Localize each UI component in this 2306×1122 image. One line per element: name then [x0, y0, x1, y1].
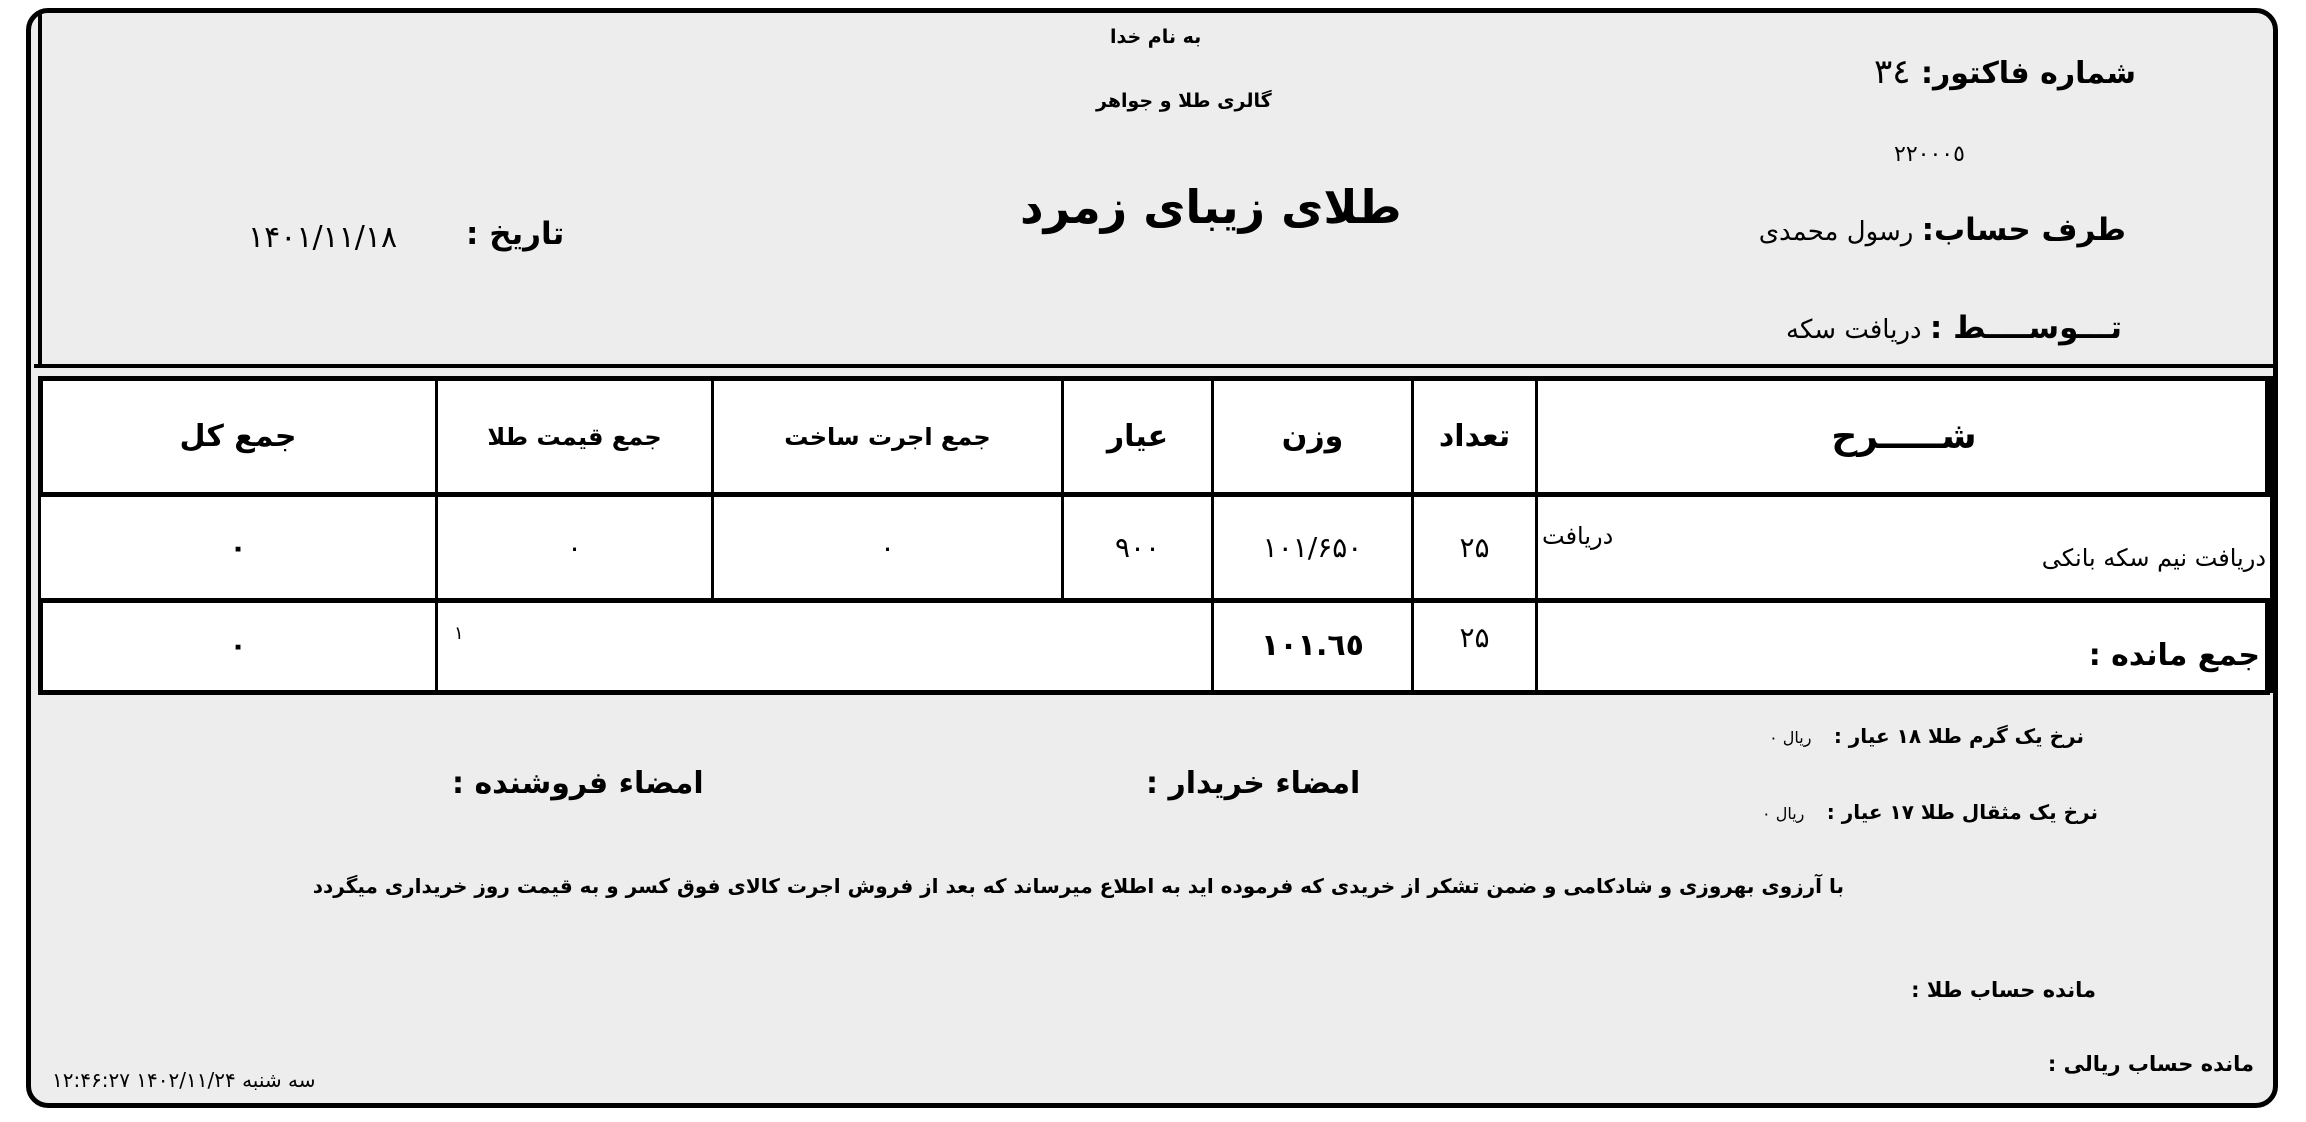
row-count: ۲۵: [1413, 496, 1537, 600]
date-value: ۱۴۰۱/۱۱/۱۸: [248, 220, 398, 255]
by-label: تـــوســــط :: [1929, 310, 2122, 346]
party-value: رسول محمدی: [1758, 217, 1914, 247]
table-footer-row: [40, 600, 2272, 692]
mithqal-rate-label: نرخ یک مثقال طلا ۱۷ عیار :: [1826, 800, 2098, 824]
invoice-label: شماره فاکتور:: [1921, 56, 2136, 91]
footer-label: جمع مانده :: [1537, 600, 2272, 692]
rial-balance-label: مانده حساب ریالی :: [2047, 1052, 2254, 1076]
gram-rate-label: نرخ یک گرم طلا ۱۸ عیار :: [1833, 724, 2084, 748]
row-karat: ۹۰۰: [1063, 496, 1213, 600]
date-label: تاریخ :: [466, 216, 565, 252]
invoice-number-block: [1874, 52, 2136, 92]
gram-rate: [1769, 724, 2084, 748]
by-value: دریافت سکه: [1786, 315, 1922, 345]
gold-balance-label: مانده حساب طلا :: [1911, 978, 2096, 1002]
row-description-cell: [1537, 496, 2272, 600]
row-weight: ۱۰۱/۶۵۰: [1213, 496, 1413, 600]
col-description: شـــــرح: [1537, 378, 2272, 496]
header-divider: [34, 364, 2274, 368]
seller-signature: امضاء فروشنده :: [452, 766, 704, 801]
footer-total: ۰: [40, 600, 437, 692]
col-weight: وزن: [1213, 378, 1413, 496]
party-label: طرف حساب:: [1921, 212, 2126, 248]
party-block: [1759, 212, 2126, 248]
mithqal-rate-value: ریال ۰: [1762, 804, 1805, 823]
row-description: دریافت نیم سکه بانکی: [2041, 543, 2266, 572]
invoice-number: ٣٤: [1874, 52, 1911, 92]
thank-you-message: با آرزوی بهروزی و شادکامی و ضمن تشکر از خریدی که فرموده اید به اطلاع میرساند که بعد از فروش اجرت کالای فوق کسر و به قیمت روز خریداری میگردد: [312, 874, 1844, 898]
col-count: تعداد: [1413, 378, 1537, 496]
row-type: دریافت: [1542, 521, 1614, 550]
row-gold-price: ۰: [437, 496, 713, 600]
bismillah: به نام خدا: [1110, 26, 1202, 48]
col-karat: عیار: [1063, 378, 1213, 496]
footer-weight: ١٠١.٦٥: [1213, 600, 1413, 692]
footer-note: ۱: [437, 600, 1213, 692]
gram-rate-value: ریال ۰: [1769, 728, 1812, 747]
header-left-border: [38, 12, 42, 366]
footer-count: ۲۵: [1413, 600, 1537, 692]
table-header-row: [40, 378, 2272, 496]
shop-name: طلای زیبای زمرد: [1020, 180, 1402, 234]
buyer-signature: امضاء خریدار :: [1146, 766, 1361, 801]
row-total: ۰: [40, 496, 437, 600]
col-total: جمع کل: [40, 378, 437, 496]
by-block: [1786, 310, 2122, 346]
mithqal-rate: [1762, 800, 2098, 824]
col-gold-price: جمع قیمت طلا: [437, 378, 713, 496]
row-making-fee: ۰: [713, 496, 1063, 600]
print-timestamp: سه شنبه ۱۴۰۲/۱۱/۲۴ ۱۲:۴۶:۲۷: [52, 1068, 316, 1092]
table-row: [40, 496, 2272, 600]
gallery-name: گالری طلا و جواهر: [1096, 90, 1272, 112]
items-table: [38, 376, 2273, 693]
account-code: ٢٢٠٠٠٥: [1894, 142, 1965, 167]
col-making-fee: جمع اجرت ساخت: [713, 378, 1063, 496]
